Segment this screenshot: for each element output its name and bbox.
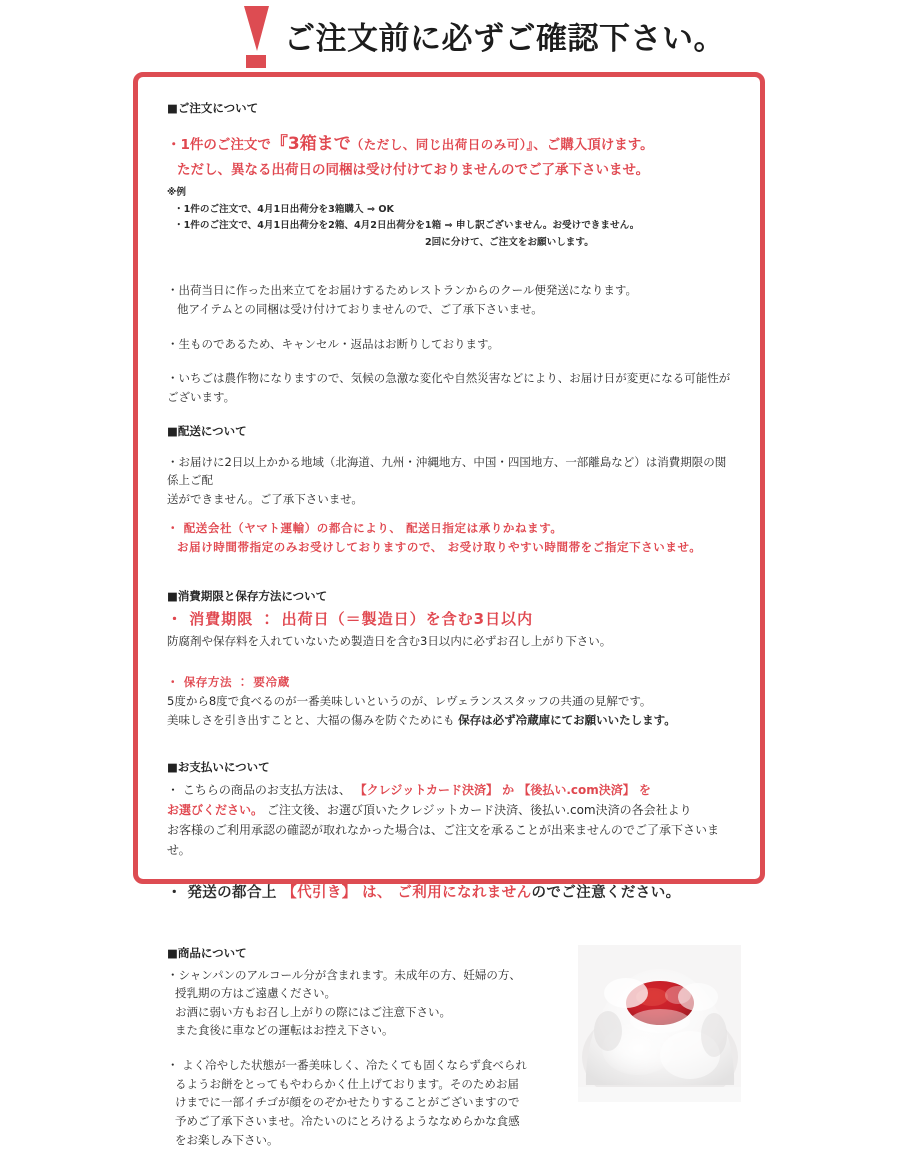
- order-para-3-line1: ・いちごは農作物になりますので、気候の急激な変化や自然災害などにより、お届け日が変更になる可能性が: [167, 371, 731, 386]
- order-example-2: ・1件のご注文で、4月1日出荷分を2箱、4月2日出荷分を1箱 ⇒ 申し訳ございません。お受けできません。: [174, 220, 640, 232]
- payment-cod-a: ・ 発送の都合上: [167, 885, 283, 902]
- order-example-1: ・1件のご注文で、4月1日出荷分を3箱購入 ⇒ OK: [174, 203, 394, 215]
- order-para-1-line2: 他アイテムとの同梱は受け付けておりませんので、ご了承下さいませ。: [177, 302, 543, 317]
- order-example-block: [167, 185, 733, 251]
- product-chill-line5: をお楽しみ下さい。: [175, 1132, 279, 1147]
- product-alcohol-note: [167, 966, 549, 1041]
- shipping-red-line1: ・ 配送会社（ヤマト運輸）の都合により、 配送日指定は承りかねます。: [167, 520, 563, 535]
- notice-box-content: [167, 100, 733, 1149]
- product-chill-note: [167, 1056, 549, 1149]
- storage-line2: [167, 711, 733, 730]
- order-para-3-line2: ございます。: [167, 389, 236, 404]
- payment-line1-a: ・ こちらの商品のお支払方法は、: [167, 782, 355, 797]
- expiry-body: 防腐剤や保存料を入れていないため製造日を含む3日以内に必ずお召し上がり下さい。: [167, 634, 612, 648]
- order-para-1: [167, 281, 733, 318]
- product-chill-line4: 予めご了承下さいませ。冷たいのにとろけるようななめらかな食感: [175, 1113, 520, 1128]
- daifuku-illustration: [578, 945, 741, 1102]
- product-chill-line1: ・ よく冷やした状態が一番美味しく、冷たくても固くならず食べられ: [167, 1058, 527, 1073]
- notice-box: [133, 72, 765, 1147]
- payment-line2-a: お選びください。: [167, 802, 264, 817]
- storage-line1: 5度から8度で食べるのが一番美味しいというのが、レヴェランススタッフの共通の見解です。: [167, 694, 652, 709]
- exclamation-dot: [246, 55, 266, 68]
- product-alcohol-line4: また食後に車などの運転はお控え下さい。: [175, 1023, 394, 1038]
- order-para-2: ・生ものであるため、キャンセル・返品はお断りしております。: [167, 336, 500, 351]
- storage-heading: ・ 保存方法 ： 要冷蔵: [167, 674, 290, 689]
- section-heading-order: ■ご注文について: [167, 101, 259, 115]
- order-para-1-line1: ・出荷当日に作った出来立てをお届けするためレストランからのクール便発送になります。: [167, 283, 637, 298]
- exclamation-mark-icon: [243, 6, 269, 68]
- order-highlight-line2: ただし、異なる出荷日の同梱は受け付けておりませんのでご了承下さいませ。: [177, 161, 650, 178]
- order-highlight-c: （ただし、同じ出荷日のみ可）』: [350, 137, 534, 153]
- order-highlight-line1: [167, 130, 733, 159]
- page-title: ご注文前に必ずご確認下さい。: [284, 21, 725, 57]
- order-highlight-d: 、ご購入頂けます。: [533, 137, 654, 154]
- payment-line2: [167, 800, 733, 820]
- product-alcohol-line3: お酒に弱い方もお召し上がりの際にはご注意下さい。: [175, 1004, 451, 1019]
- section-heading-payment: ■お支払いについて: [167, 760, 270, 775]
- storage-line2-a: 美味しさを引き出すことと、大福の傷みを防ぐためにも: [167, 712, 459, 727]
- page-header: [0, 0, 900, 72]
- product-text-column: [167, 945, 549, 1149]
- product-chill-line2: るようお餅をとってもやわらかく仕上げております。そのためお届: [175, 1076, 519, 1091]
- order-para-3: [167, 369, 733, 406]
- order-example-2-tail: 2回に分けて、ご注文をお願いします。: [425, 236, 594, 248]
- section-heading-product: ■商品について: [167, 946, 247, 961]
- shipping-para: [167, 453, 733, 509]
- order-example-label: ※例: [167, 187, 186, 199]
- product-alcohol-line2: 授乳期の方はご遠慮ください。: [175, 986, 336, 1001]
- product-section: [167, 945, 733, 1149]
- payment-cod-b: 【代引き】 は、 ご利用になれません: [282, 885, 532, 902]
- payment-line3: お客様のご利用承認の確認が取れなかった場合は、ご注文を承ることが出来ませんのでご了承下さいませ。: [167, 822, 720, 857]
- shipping-para-line1: ・お届けに2日以上かかる地域（北海道、九州・沖縄地方、中国・四国地方、一部離島など）は消費期限の関係上ご配: [167, 454, 727, 488]
- payment-line1-b: 【クレジットカード決済】 か 【後払い.com決済】 を: [354, 782, 651, 797]
- payment-line1: [167, 780, 733, 800]
- shipping-para-line2: 送ができません。ご了承下さいませ。: [167, 492, 363, 507]
- section-heading-shipping: ■配送について: [167, 423, 247, 438]
- strawberry-daifuku-photo: [578, 945, 741, 1102]
- payment-line2-b: ご注文後、お選び頂いたクレジットカード決済、後払い.com決済の各会社より: [263, 802, 692, 817]
- product-alcohol-line1: ・シャンパンのアルコール分が含まれます。未成年の方、妊婦の方、: [167, 967, 521, 982]
- exclamation-bar: [244, 6, 269, 51]
- payment-cod-line: [167, 882, 733, 905]
- product-chill-line3: けまでに一部イチゴが顔をのぞかせたりすることがございますので: [175, 1095, 520, 1110]
- storage-line2-b: 保存は必ず冷蔵庫にてお願いいたします。: [458, 712, 676, 727]
- shipping-red-line2: お届け時間帯指定のみお受けしておりますので、 お受け取りやすい時間帯をご指定下さいませ。: [177, 540, 702, 555]
- payment-cod-c: のでご注意ください。: [531, 885, 681, 902]
- order-highlight-b: 『3箱まで: [270, 134, 351, 155]
- order-highlight-a: ・1件のご注文で: [167, 137, 271, 154]
- section-heading-expiry: ■消費期限と保存方法について: [167, 588, 328, 603]
- expiry-red-heading: ・ 消費期限 ： 出荷日（＝製造日）を含む3日以内: [167, 609, 534, 628]
